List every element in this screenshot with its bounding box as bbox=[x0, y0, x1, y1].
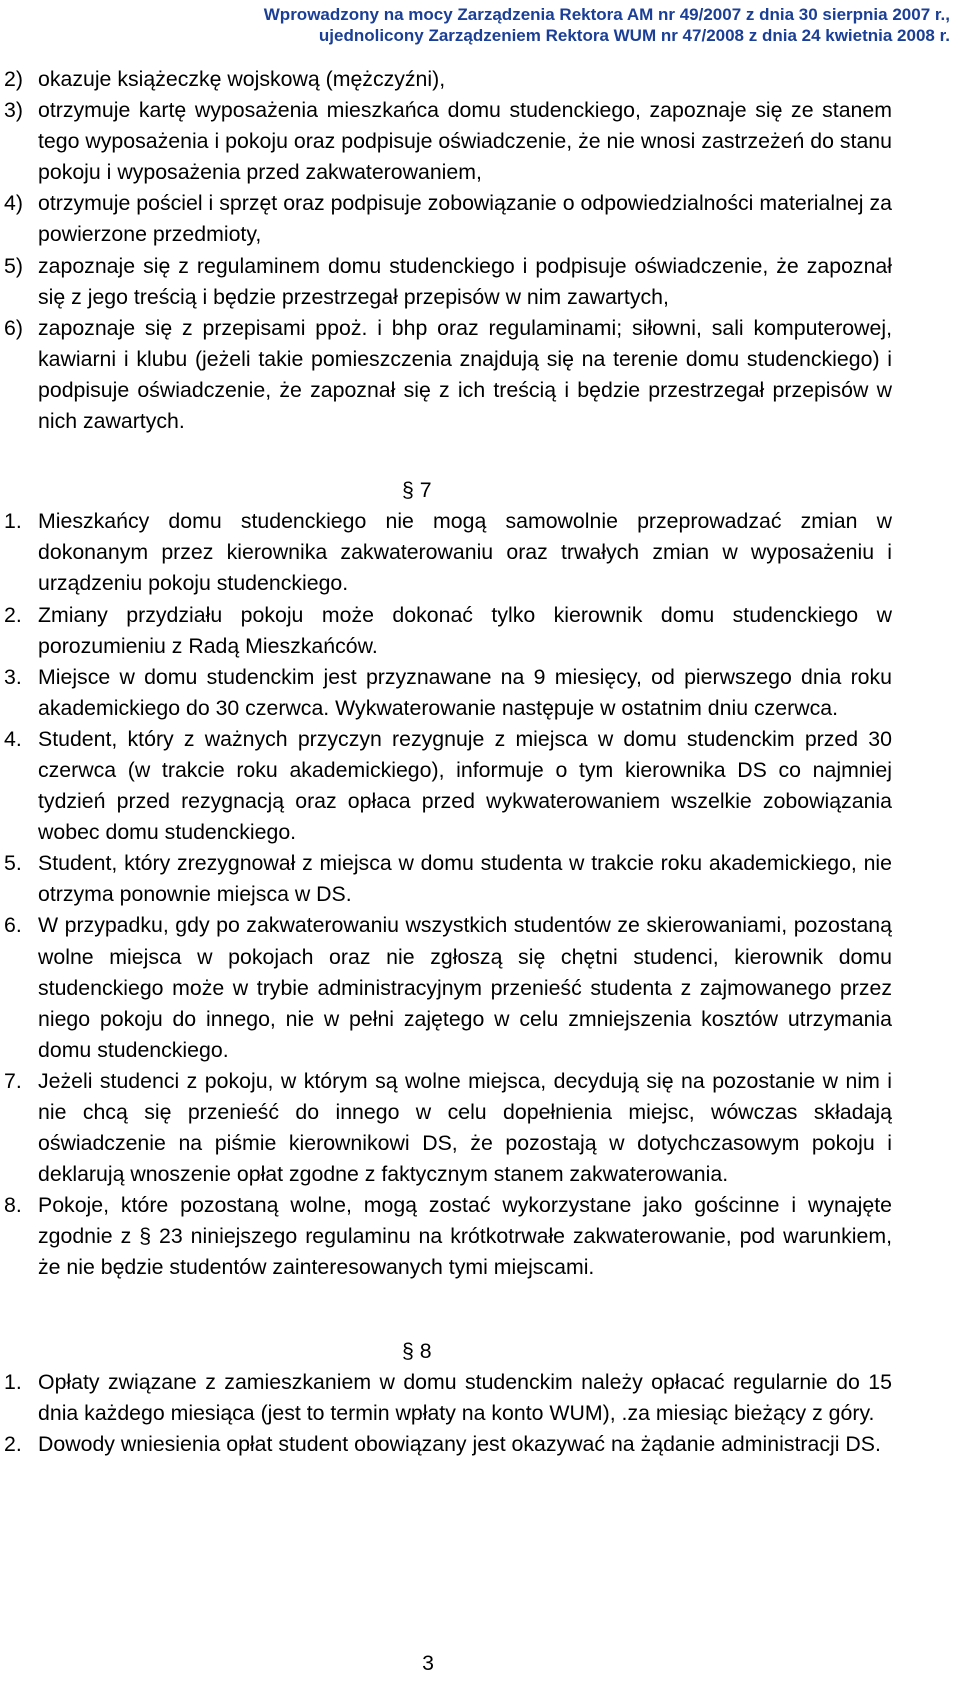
list-item-number: 6) bbox=[4, 315, 23, 340]
continued-list bbox=[4, 64, 892, 437]
list-item bbox=[4, 848, 892, 910]
list-item-number: 2) bbox=[4, 67, 23, 91]
list-item bbox=[4, 313, 892, 437]
list-item-text: Mieszkańcy domu studenckiego nie mogą samowolnie przeprowadzać zmian w dokonanym przez kierownika zakwaterowaniu oraz trwałych zmian w wyposażeniu i urządzeniu pokoju studenckiego. bbox=[38, 509, 892, 596]
list-item-text: Zmiany przydziału pokoju może dokonać tylko kierownik domu studenckiego w porozumieniu z Radą Mieszkańców. bbox=[38, 602, 892, 658]
section-7-list bbox=[4, 506, 892, 1283]
list-item-number: 2. bbox=[4, 1431, 22, 1456]
list-item-text: otrzymuje pościel i sprzęt oraz podpisuje zobowiązanie o odpowiedzialności materialnej za powierzone przedmioty, bbox=[38, 191, 892, 247]
list-item bbox=[4, 1190, 892, 1283]
page-number: 3 bbox=[422, 1651, 434, 1675]
list-item-number: 5. bbox=[4, 851, 22, 876]
list-item-text: zapoznaje się z regulaminem domu studenckiego i podpisuje oświadczenie, że zapoznał się z jego treścią i będzie przestrzegał przepisów w nim zawartych, bbox=[38, 253, 892, 309]
list-item-number: 2. bbox=[4, 602, 22, 627]
list-item-number: 3) bbox=[4, 98, 23, 123]
list-item-number: 3. bbox=[4, 664, 22, 689]
list-item bbox=[4, 506, 892, 599]
document-body bbox=[4, 64, 892, 1460]
list-item bbox=[4, 1429, 892, 1460]
list-item-number: 4) bbox=[4, 191, 23, 216]
list-item-text: Dowody wniesienia opłat student obowiązany jest okazywać na żądanie administracji DS. bbox=[38, 1431, 881, 1456]
list-item-text: okazuje książeczkę wojskową (mężczyźni), bbox=[38, 67, 446, 91]
list-item-text: Pokoje, które pozostaną wolne, mogą zostać wykorzystane jako gościnne i wynajęte zgodnie z § 23 niniejszego regulaminu na krótkotrwałe zakwaterowanie, pod warunkiem, że nie będzie studentów zainteresowanych tymi miejscami. bbox=[38, 1193, 892, 1280]
list-item bbox=[4, 1066, 892, 1190]
list-item-text: W przypadku, gdy po zakwaterowaniu wszystkich studentów ze skierowaniami, pozostaną wolne miejsca w pokojach oraz nie zgłoszą się chętni studenci, kierownik domu studenckiego może w trybie administracyjnym przenieść studenta z zajmowanego przez niego pokoju do innego, nie w pełni zajętego w celu zmniejszenia kosztów utrzymania domu studenckiego. bbox=[38, 913, 892, 1062]
list-item-number: 1. bbox=[4, 1369, 22, 1394]
header-line-2: ujednolicony Zarządzeniem Rektora WUM nr 47/2008 z dnia 24 kwietnia 2008 r. bbox=[318, 26, 950, 45]
document-header-note bbox=[190, 4, 950, 46]
list-item bbox=[4, 95, 892, 188]
list-item bbox=[4, 724, 892, 848]
list-item bbox=[4, 188, 892, 250]
list-item-number: 1. bbox=[4, 509, 22, 534]
list-item bbox=[4, 251, 892, 313]
section-8-title: § 8 bbox=[402, 1338, 432, 1363]
section-7-title: § 7 bbox=[402, 478, 432, 503]
list-item-text: zapoznaje się z przepisami ppoż. i bhp oraz regulaminami; siłowni, sali komputerowej, kawiarni i klubu (jeżeli takie pomieszczenia znajdują się na terenie domu studenckiego) i podpisuje oświadczenie, że zapoznał się z ich treścią i będzie przestrzegał przepisów w nich zawartych. bbox=[38, 315, 892, 434]
section-8-list bbox=[4, 1367, 892, 1460]
list-item bbox=[4, 600, 892, 662]
list-item-text: Opłaty związane z zamieszkaniem w domu studenckim należy opłacać regularnie do 15 dnia każdego miesiąca (jest to termin wpłaty na konto WUM), .za miesiąc bieżący z góry. bbox=[38, 1369, 892, 1425]
list-item-number: 5) bbox=[4, 253, 23, 278]
list-item-text: otrzymuje kartę wyposażenia mieszkańca domu studenckiego, zapoznaje się ze stanem tego wyposażenia i pokoju oraz podpisuje oświadczenie, że nie wnosi zastrzeżeń do stanu pokoju i wyposażenia przed zakwaterowaniem, bbox=[38, 98, 892, 185]
list-item bbox=[4, 662, 892, 724]
list-item-number: 8. bbox=[4, 1193, 22, 1218]
list-item-text: Miejsce w domu studenckim jest przyznawane na 9 miesięcy, od pierwszego dnia roku akademickiego do 30 czerwca. Wykwaterowanie następuje w ostatnim dniu czerwca. bbox=[38, 664, 892, 720]
list-item bbox=[4, 1367, 892, 1429]
list-item-text: Jeżeli studenci z pokoju, w którym są wolne miejsca, decydują się na pozostanie w nim i nie chcą się przenieść do innego w celu dopełnienia miejsc, wówczas składają oświadczenie na piśmie kierownikowi DS, że pozostają w dotychczasowym pokoju i deklarują wnoszenie opłat zgodne z faktycznym stanem zakwaterowania. bbox=[38, 1068, 892, 1187]
list-item-number: 4. bbox=[4, 726, 22, 751]
list-item-text: Student, który zrezygnował z miejsca w domu studenta w trakcie roku akademickiego, nie otrzyma ponownie miejsca w DS. bbox=[38, 851, 892, 907]
list-item bbox=[4, 910, 892, 1065]
list-item bbox=[4, 64, 892, 95]
header-line-1: Wprowadzony na mocy Zarządzenia Rektora AM nr 49/2007 z dnia 30 sierpnia 2007 r., bbox=[263, 5, 950, 24]
list-item-number: 6. bbox=[4, 913, 22, 938]
list-item-number: 7. bbox=[4, 1068, 22, 1093]
list-item-text: Student, który z ważnych przyczyn rezygnuje z miejsca w domu studenckim przed 30 czerwca (w trakcie roku akademickiego), informuje o tym kierownika DS co najmniej tydzień przed rezygnacją oraz opłaca przed wykwaterowaniem wszelkie zobowiązania wobec domu studenckiego. bbox=[38, 726, 892, 845]
